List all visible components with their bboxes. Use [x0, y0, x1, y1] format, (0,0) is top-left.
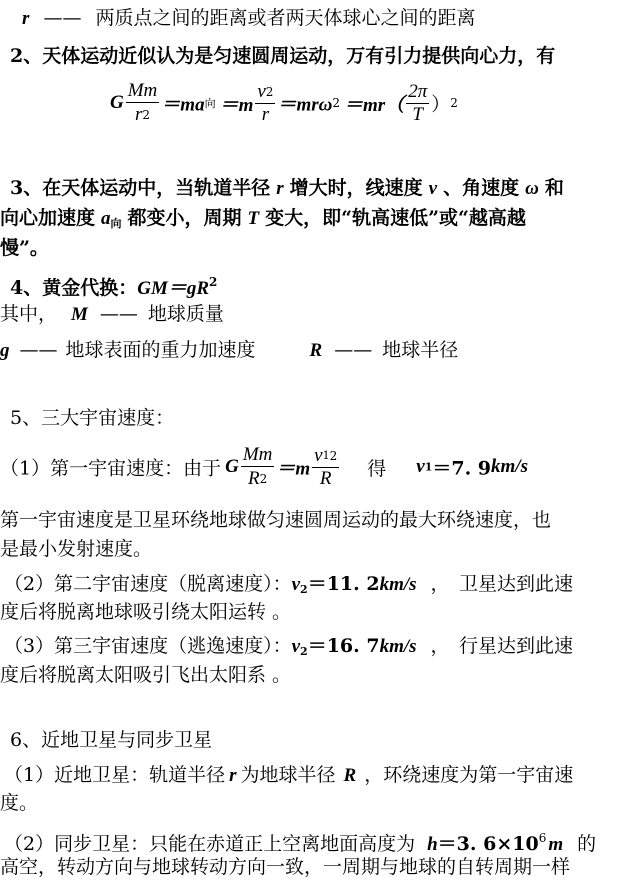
sync-line-1 — [4, 826, 640, 857]
var-r: R — [343, 765, 357, 786]
fraction-v1-r — [312, 444, 339, 490]
text: ， 卫星达到此速 — [430, 573, 574, 595]
eq-ma: ＝ma — [161, 94, 205, 116]
text: 的 — [577, 833, 597, 855]
var-h: h — [427, 834, 438, 855]
v3-line-1 — [4, 634, 640, 664]
frac-den: R — [247, 468, 260, 489]
near-line-2: 度。 — [0, 792, 39, 814]
section-6-heading: 6、近地卫星与同步卫星 — [10, 729, 213, 751]
unit: km/s — [491, 456, 528, 477]
var-m: M — [71, 304, 88, 325]
text: 地球半径 — [382, 339, 459, 361]
text: 变大，即“轨高速低”或“越高越 — [265, 207, 526, 229]
sub-xiang: 向 — [110, 217, 122, 230]
label: （1）第一宇宙速度：由于 — [0, 457, 222, 480]
centripetal-formula — [110, 80, 458, 126]
fraction-mm-r2 — [241, 444, 275, 490]
text: 、角速度 — [443, 177, 520, 199]
exp: 2 — [265, 85, 274, 99]
exp: 2 — [142, 108, 151, 122]
text: 增大时，线速度 — [289, 177, 423, 199]
var-v: v — [291, 636, 301, 657]
dash: —— — [99, 303, 138, 325]
exp: 6 — [538, 831, 547, 845]
text: ，环绕速度为第一宇宙速 — [364, 764, 574, 786]
var-v: v — [291, 574, 301, 595]
dash: —— — [334, 339, 373, 361]
value: ＝3. 6×10 — [437, 833, 539, 855]
unit: km/s — [379, 574, 417, 595]
line-r-definition — [0, 6, 640, 31]
text: 为地球半径 — [240, 764, 336, 786]
var-r: r — [229, 765, 237, 786]
text: 和 — [544, 177, 564, 199]
g-line — [0, 338, 640, 363]
eq-m: ＝m — [219, 94, 254, 116]
frac-num: Mm — [242, 444, 273, 465]
section-4-heading — [10, 270, 640, 301]
frac-num: Mm — [127, 80, 158, 101]
gm-formula: GM＝gR — [137, 278, 210, 299]
near-line-1 — [4, 763, 640, 788]
fraction-mm-r2 — [126, 80, 160, 126]
section-3-line-1 — [10, 176, 640, 201]
label: 其中， — [0, 303, 58, 325]
value: ＝7. 9 — [432, 457, 492, 480]
text: （2）第二宇宙速度（脱离速度）： — [4, 573, 292, 595]
text: 地球表面的重力加速度 — [65, 339, 256, 361]
frac-den: r — [261, 104, 270, 125]
sub: 1 — [424, 460, 433, 474]
text: 4、黄金代换： — [10, 277, 138, 299]
qizhong-line — [0, 302, 640, 327]
v2-line-2: 度后将脱离地球吸引绕太阳运转 。 — [0, 601, 292, 623]
eq-mrw: ＝mrω — [277, 94, 333, 116]
exp: 2 — [329, 449, 338, 463]
formula-g: G — [110, 92, 124, 113]
dash: —— — [19, 339, 58, 361]
var-v: v — [428, 178, 438, 199]
var-g: g — [0, 340, 10, 361]
sub: 2 — [300, 583, 308, 596]
frac-num: v — [314, 445, 323, 466]
text: 3、在天体运动中，当轨道半径 — [10, 177, 271, 199]
fraction-v2-r — [255, 80, 275, 126]
section-5-heading: 5、三大宇宙速度： — [10, 407, 175, 429]
var-a: a — [101, 208, 111, 229]
exp: 2 — [332, 96, 340, 110]
sub-xiang: 向 — [204, 97, 216, 110]
v2-line-1 — [4, 572, 640, 602]
v3-line-2: 度后将脱离太阳吸引飞出太阳系 。 — [0, 664, 292, 686]
value: ＝11. 2 — [307, 573, 380, 595]
formula-g: G — [225, 456, 239, 477]
eq-mr: ＝mr（ — [344, 94, 405, 116]
sync-line-2: 高空，转动方向与地球转动方向一致，一周期与地球的自转周期一样 — [0, 856, 571, 878]
paren-close: ） — [431, 93, 451, 116]
v1-desc-line-2: 是最小发射速度。 — [0, 538, 153, 560]
fraction-2pi-t — [406, 81, 429, 126]
exp: 2 — [209, 275, 218, 289]
text: （1）近地卫星：轨道半径 — [4, 764, 226, 786]
text: 地球质量 — [147, 303, 224, 325]
var-r: r — [276, 178, 284, 199]
dash: —— — [43, 7, 82, 29]
r-description: 两质点之间的距离或者两天体球心之间的距离 — [95, 7, 476, 29]
text: （2）同步卫星：只能在赤道正上空离地面高度为 — [4, 833, 416, 855]
de: 得 — [367, 457, 387, 480]
section-2-heading: 2、天体运动近似认为是匀速圆周运动，万有引力提供向心力，有 — [10, 45, 556, 67]
section-3-line-2 — [0, 206, 640, 236]
frac-den: r — [134, 104, 143, 125]
text: （3）第三宇宙速度（逃逸速度）： — [4, 635, 292, 657]
exp: 2 — [259, 472, 268, 486]
var-v: v — [416, 456, 425, 477]
var-r: R — [309, 340, 323, 361]
sub: 1 — [322, 449, 330, 462]
frac-num: 2π — [408, 80, 428, 102]
eq-m: ＝m — [276, 458, 311, 480]
var-omega: ω — [525, 178, 539, 199]
sub: 2 — [300, 645, 308, 658]
exp: 2 — [450, 96, 458, 110]
frac-den: T — [412, 103, 423, 125]
frac-den: R — [319, 468, 332, 489]
var-r: r — [22, 8, 30, 29]
var-t: T — [247, 208, 260, 229]
value: ＝16. 7 — [307, 635, 380, 657]
first-cosmic-velocity-line — [0, 444, 528, 490]
section-3-line-3: 慢”。 — [0, 237, 49, 259]
unit: km/s — [379, 636, 417, 657]
unit: m — [548, 834, 564, 855]
text: 都变小，周期 — [127, 207, 242, 229]
v1-desc-line-1: 第一宇宙速度是卫星环绕地球做匀速圆周运动的最大环绕速度，也 — [0, 509, 552, 531]
frac-num: v — [257, 81, 266, 102]
text: 向心加速度 — [0, 207, 96, 229]
text: ， 行星达到此速 — [430, 635, 574, 657]
